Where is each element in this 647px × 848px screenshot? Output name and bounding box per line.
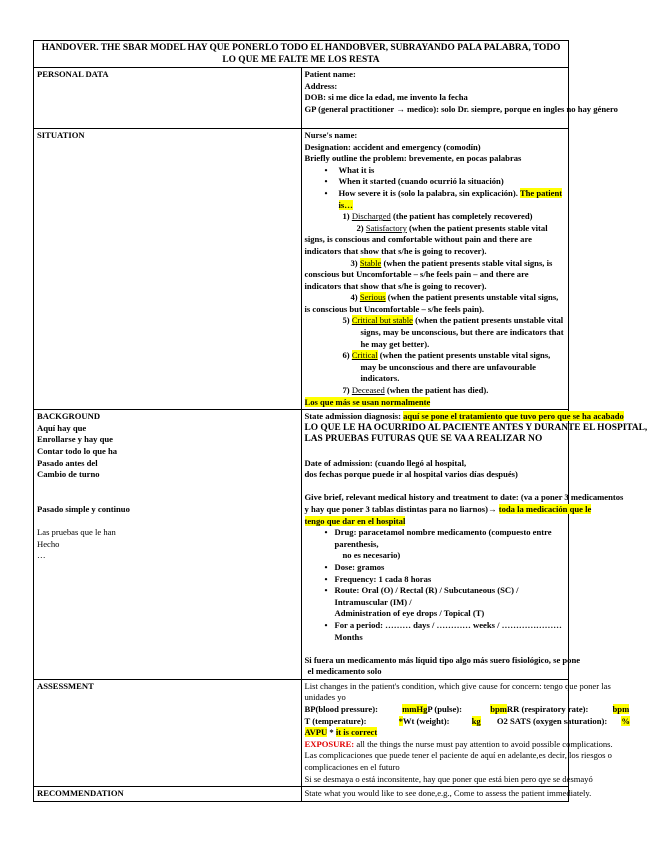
situation-row <box>34 128 569 409</box>
sbar-document <box>33 40 647 802</box>
designation-line: Designation: accident and emergency (comodín) <box>304 141 481 152</box>
patient-name-line: Patient name: <box>304 69 356 79</box>
background-note-line: Contar todo lo que ha <box>37 446 118 456</box>
outline-line: Briefly outline the problem: brevemente, en pocas palabras <box>304 153 522 164</box>
bullet-what: • What it is <box>305 165 566 177</box>
bullet-frequency: • Frequency: 1 cada 8 horas <box>305 574 566 586</box>
most-used-note: Los que más se usan normalmente <box>304 396 431 407</box>
personal-data-row <box>34 68 569 129</box>
liquid-note-2: el medicamento solo <box>307 666 382 677</box>
status-serious: 4) Serious (when the patient presents unstable vital signs, is conscious but Uncomfortable – s/he feels pain). <box>304 292 559 314</box>
background-note-line: Pasado antes del <box>37 457 98 468</box>
complications-line-2: complicaciones en el futuro <box>304 762 400 773</box>
status-deceased: 7) Deceased (when the patient has died). <box>342 385 489 396</box>
vitals-line-1: BP(blood pressure): mmHgP (pulse): bpmRR (respiratory rate): bpm <box>304 704 630 715</box>
changes-line-2: unidades yo <box>304 692 346 703</box>
background-note-line: Enrollarse y hay que <box>37 434 114 445</box>
bullet-dose: • Dose: gramos <box>305 562 566 574</box>
how-severe-text: How severe it is (solo la palabra, sin explicación). <box>338 187 518 198</box>
situation-label: SITUATION <box>34 128 302 409</box>
bullet-drug: • Drug: paracetamol nombre medicamento (compuesto entre parenthesis, no es necesario) <box>305 527 566 562</box>
recommendation-row <box>34 787 569 802</box>
avpu-line: AVPU * it is correct <box>304 727 378 738</box>
changes-line-1: List changes in the patient's condition, which give cause for concern: tengo que poner las <box>304 680 611 691</box>
address-line: Address: <box>304 80 338 91</box>
status-stable: 3) Stable (when the patient presents stable vital signs, is conscious but Uncomfortable – s/he feels pain – and there are indicators that show that s/he is going to recover). <box>304 257 553 291</box>
situation-content <box>301 128 569 409</box>
date-admission-line: Date of admission: (cuando llegó al hospital, <box>304 457 467 468</box>
background-row <box>34 410 569 680</box>
patient-is-highlight: The patient is… <box>338 187 563 210</box>
vitals-line-2: T (temperature): *Wt (weight): kg O2 SATS (oxygen saturation): % <box>304 715 630 726</box>
background-label: BACKGROUND <box>37 411 101 422</box>
dob-line: DOB: si me dice la edad, me invento la fecha <box>304 92 468 103</box>
assessment-row <box>34 679 569 786</box>
background-note-line: Cambio de turno <box>37 469 100 480</box>
tests-note-line: Hecho <box>37 538 60 549</box>
complications-line-1: Las complicaciones que puede tener el paciente de aquí en adelante,es decir, los riesgos o <box>304 750 612 761</box>
sbar-table <box>33 40 647 802</box>
assessment-label: ASSESSMENT <box>34 679 302 786</box>
background-left <box>34 410 302 680</box>
bullet-how-severe <box>305 188 566 211</box>
nurse-name-line: Nurse's name: <box>304 129 358 140</box>
bullet-when: • When it started (cuando ocurrió la situación) <box>305 176 566 188</box>
background-content <box>301 410 647 680</box>
tests-note-line: Las pruebas que le han <box>37 527 116 538</box>
assessment-content <box>301 679 630 786</box>
status-discharged: 1) Discharged (the patient has completely recovered) <box>342 211 533 222</box>
recommendation-label: RECOMMENDATION <box>34 787 302 802</box>
bullet-period: • For a period: ……… days / ………… weeks / ………………… Months <box>305 620 566 643</box>
caps-line-2: LAS PRUEBAS FUTURAS QUE SE VA A REALIZAR NO <box>304 434 543 445</box>
document-title: HANDOVER. THE SBAR MODEL HAY QUE PONERLO TODO EL HANDOBVER, SUBRAYANDO PALA PALABRA, TODO LO QUE ME FALTE ME LOS RESTA <box>34 41 569 68</box>
gp-line: GP (general practitioner → medico): solo Dr. siempre, porque en ingles no hay género <box>304 103 618 114</box>
recommendation-text: State what you would like to see done,e.g., Come to assess the patient immediately. <box>304 788 592 799</box>
personal-data-content <box>301 68 618 129</box>
status-satisfactory: 2) Satisfactory (when the patient presents stable vital signs, is conscious and comfortable without pain and there are indicators that show that s/he is going to recover). <box>304 222 548 256</box>
caps-line-1: LO QUE LE HA OCURRIDO AL PACIENTE ANTES Y DURANTE EL HOSPITAL, <box>304 422 647 433</box>
exposure-line: EXPOSURE: all the things the nurse must pay attention to avoid possible complications. <box>304 738 613 749</box>
recommendation-content <box>301 787 592 802</box>
status-critical: 6) Critical (when the patient presents unstable vital signs, may be unconscious and there are unfavourable indicators. <box>342 350 551 384</box>
liquid-note-1: Si fuera un medicamento más líquid tipo algo más suero fisiológico, se pone <box>304 654 581 665</box>
history-line-3: tengo que dar en el hospital <box>304 515 406 526</box>
date-admission-note: dos fechas porque puede ir al hospital varios días después) <box>304 469 518 480</box>
tense-note: Pasado simple y continuo <box>37 503 130 514</box>
personal-data-label: PERSONAL DATA <box>34 68 302 129</box>
faint-note: Si se desmaya o está inconsitente, hay que poner que está bien pero qye se desmayó <box>304 773 593 784</box>
tests-note-line: … <box>37 550 46 561</box>
status-critical-stable: 5) Critical but stable (when the patient presents unstable vital signs, may be unconscious, but there are indicators that he may get better). <box>342 315 564 349</box>
background-note-line: Aquí hay que <box>37 422 87 433</box>
admission-diagnosis-line: State admission diagnosis: aquí se pone el tratamiento que tuvo pero que se ha acabado <box>304 411 624 422</box>
history-line-1: Give brief, relevant medical history and treatment to date: (va a poner 3 medicamentos <box>304 492 624 503</box>
bullet-route: • Route: Oral (O) / Rectal (R) / Subcutaneous (SC) / Intramuscular (IM) / Administration of eye drops / Topical (T) <box>305 585 566 620</box>
history-line-2: y hay que poner 3 tablas distintas para no liarnos)→ toda la medicación que le <box>304 503 592 514</box>
